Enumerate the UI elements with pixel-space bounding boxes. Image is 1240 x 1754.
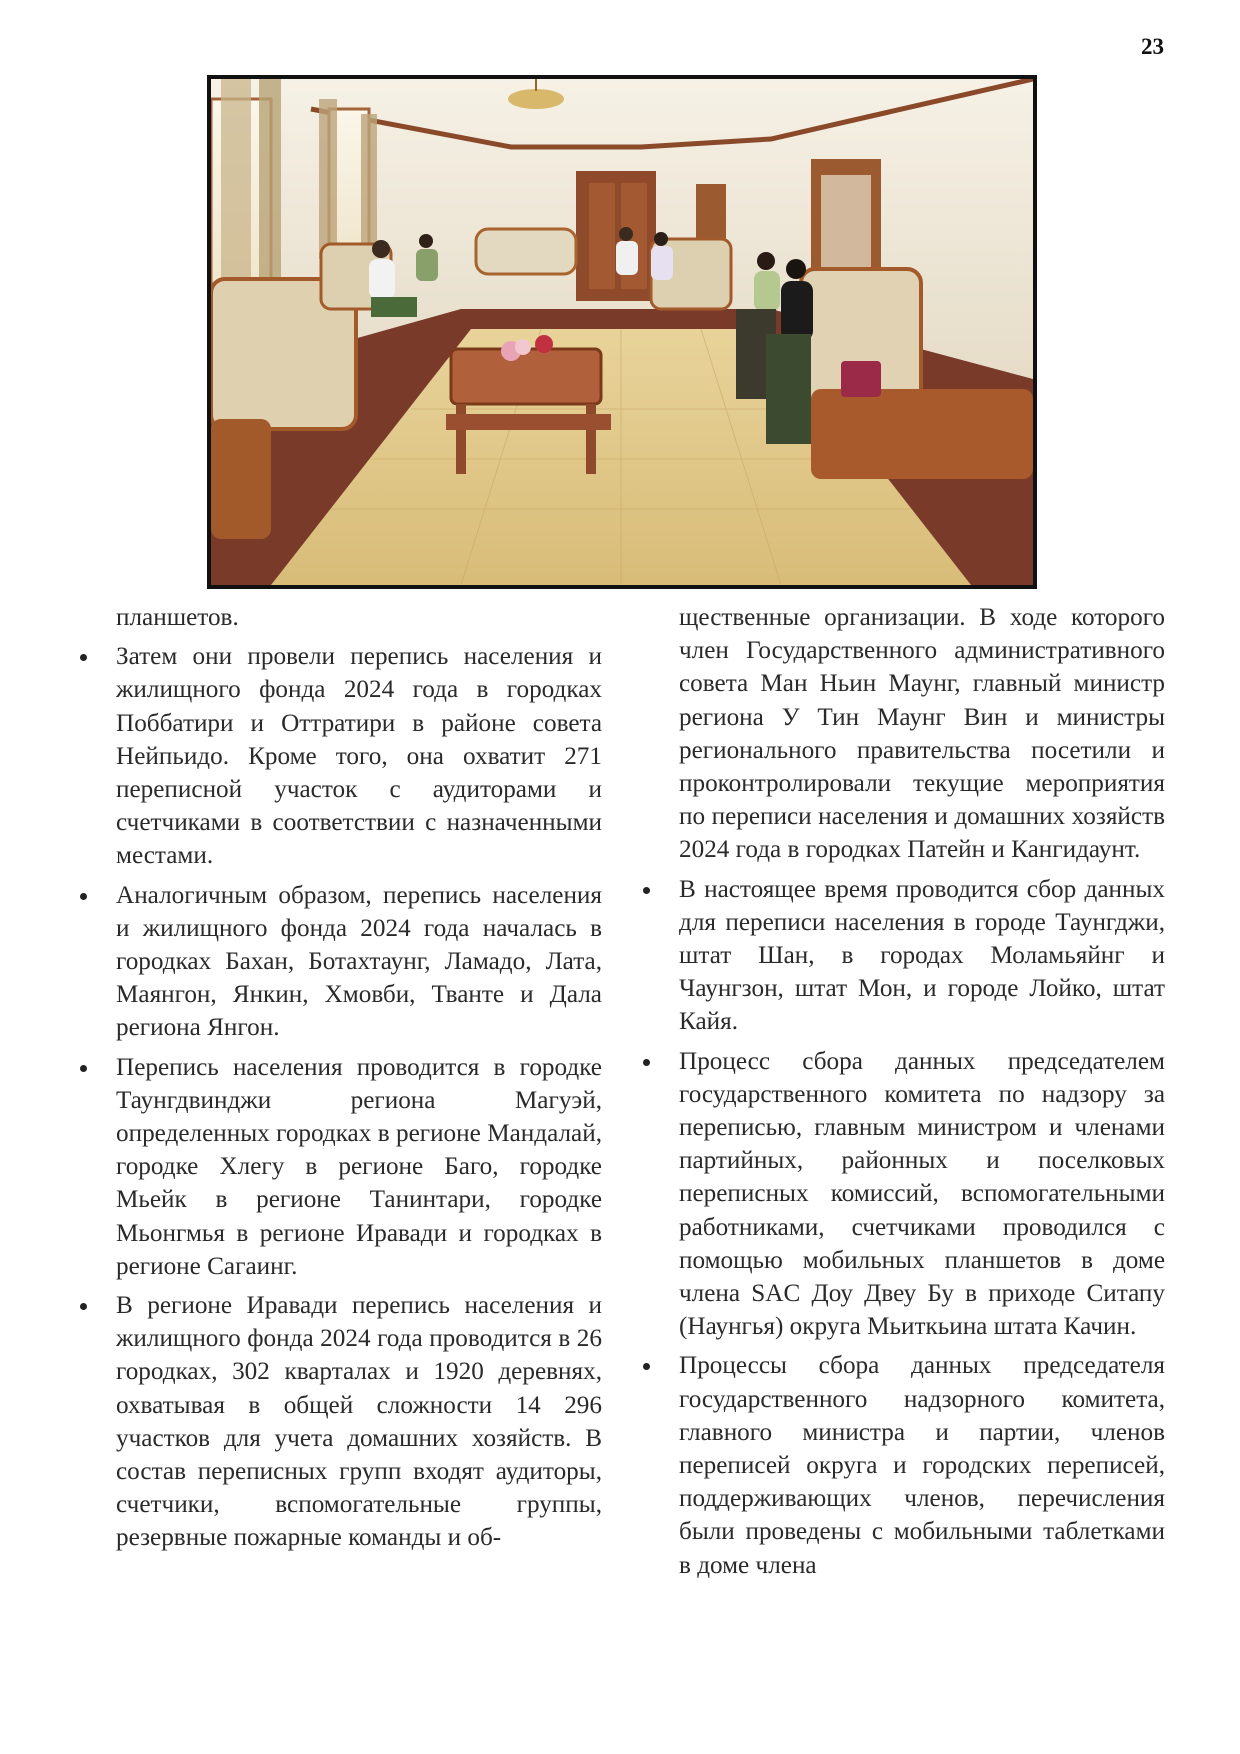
list-item: Аналогичным образом, перепись населения и жилищного фонда 2024 года началась в городках Бахан, Ботахтаунг, Ламадо, Лата, Маянгон, Янкин, Хмовби, Тванте и Дала региона Янгон. [80, 879, 602, 1045]
photo-illustration [211, 79, 1033, 585]
left-column [80, 601, 602, 1561]
page-number: 23 [1141, 34, 1164, 59]
list-item: Затем они провели перепись населения и жилищного фонда 2024 года в городках Поббатири и Оттратири в районе совета Нейпьидо. Кроме того, она охватит 271 переписной участок с аудиторами и счетчиками в соответствии с назначенными местами. [80, 640, 602, 872]
room-interior-photo [207, 75, 1037, 589]
list-item: В регионе Иравади перепись населения и жилищного фонда 2024 года проводится в 26 городках, 302 кварталах и 1920 деревнях, охватывая в общей сложности 14 296 участков для учета домашних хозяйств. В состав переписных групп входят аудиторы, счетчики, вспомогательные группы, резервные пожарные команды и об- [80, 1289, 602, 1555]
right-column [643, 601, 1165, 1588]
bullet-list [643, 873, 1165, 1582]
list-item: Процессы сбора данных председателя государственного надзорного комитета, главного министра и партии, членов переписей округа и городских переписей, поддерживающих членов, перечисления были проведены с мобильными таблетками в доме члена [643, 1349, 1165, 1581]
list-item: Перепись населения проводится в городке Таунгдвинджи региона Магуэй, определенных городках в регионе Мандалай, городке Хлегу в регионе Баго, городке Мьейк в регионе Танинтари, городке Мьонгмья в регионе Иравади и городках в регионе Сагаинг. [80, 1051, 602, 1283]
list-item: Процесс сбора данных председателем государственного комитета по надзору за переписью, главным министром и членами партийных, районных и поселковых переписных комиссий, вспомогательными работниками, счетчиками проводился с помощью мобильных планшетов в доме члена SAC Доу Двеу Бу в приходе Ситапу (Наунгья) округа Мьиткьина штата Качин. [643, 1045, 1165, 1344]
continued-text: планшетов. [116, 604, 239, 631]
list-item: В настоящее время проводится сбор данных для переписи населения в городе Таунгджи, штат Шан, в городах Моламьяйнг и Чаунгзон, штат Мон, и городе Лойко, штат Кайя. [643, 873, 1165, 1039]
continued-text: щественные организации. В ходе которого член Государственного административного совета Ман Ньин Маунг, главный министр региона У Тин Маунг Вин и министры регионального правительства посетили и проконтролировали текущие мероприятия по переписи населения и домашних хозяйств 2024 года в городках Патейн и Кангидаунт. [679, 604, 1165, 864]
bullet-list [80, 640, 602, 1554]
